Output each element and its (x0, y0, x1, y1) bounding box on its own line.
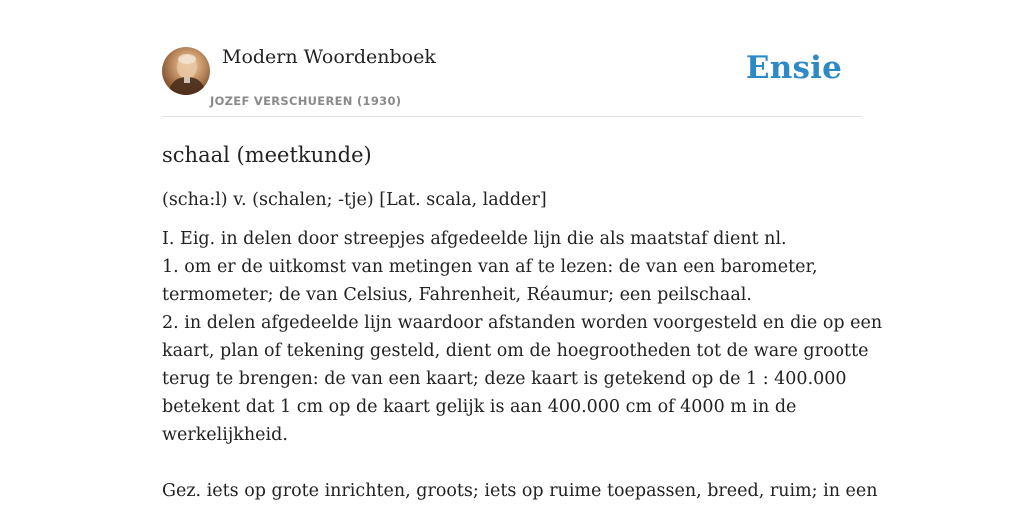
entry-pronunciation: (scha:l) v. (schalen; -tje) [Lat. scala, ladder] (162, 190, 547, 210)
author-name[interactable]: JOZEF VERSCHUEREN (1930) (210, 94, 402, 108)
definition-line: werkelijkheid. (162, 425, 288, 445)
definition-line: betekent dat 1 cm op de kaart gelijk is aan 400.000 cm of 4000 m in de (162, 397, 797, 417)
dictionary-entry (162, 138, 883, 505)
book-title[interactable]: Modern Woordenboek (222, 46, 436, 68)
author-portrait-icon (162, 47, 210, 95)
definition-line: Gez. iets op grote inrichten, groots; iets op ruime toepassen, breed, ruim; in een (162, 481, 878, 501)
paragraph-gap (162, 449, 862, 477)
entry-definition (162, 225, 883, 505)
definition-line: 2. in delen afgedeelde lijn waardoor afstanden worden voorgesteld en die op een (162, 313, 883, 333)
entry-title: schaal (meetkunde) (162, 143, 372, 167)
author-avatar[interactable] (162, 47, 210, 95)
definition-line: terug te brengen: de van een kaart; deze kaart is getekend op de 1 : 400.000 (162, 369, 847, 389)
page-header (162, 44, 862, 117)
definition-line: kaart, plan of tekening gesteld, dient om de hoegrootheden tot de ware grootte (162, 341, 869, 361)
definition-line: termometer; de van Celsius, Fahrenheit, Réaumur; een peilschaal. (162, 285, 752, 305)
definition-line: I. Eig. in delen door streepjes afgedeelde lijn die als maatstaf dient nl. (162, 229, 787, 249)
definition-line: 1. om er de uitkomst van metingen van af te lezen: de van een barometer, (162, 257, 818, 277)
ensie-logo[interactable]: Ensie (745, 50, 842, 86)
